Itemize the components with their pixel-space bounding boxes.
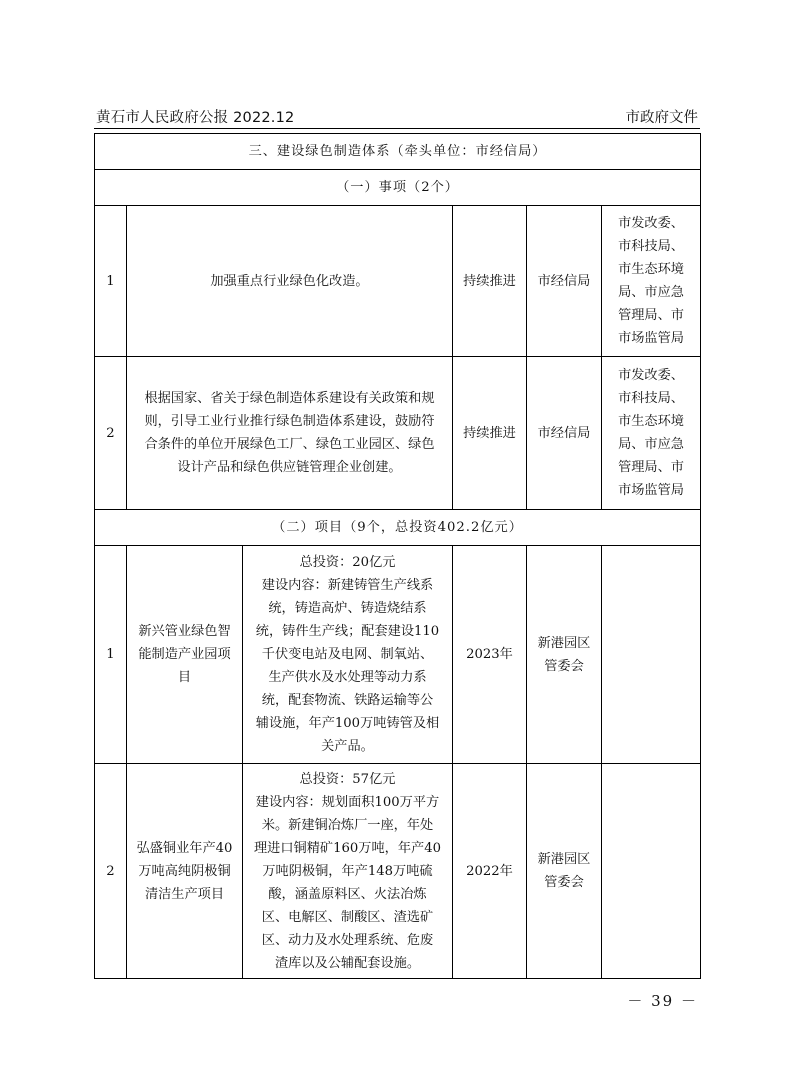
lead-unit: 市经信局 (527, 357, 602, 510)
table-row (95, 764, 701, 979)
desc-line: 米。新建铜冶炼厂一座，年处 (261, 817, 434, 833)
matter-content (127, 206, 453, 357)
partner-line: 管理局、市 (618, 460, 684, 475)
desc-line: 酸，涵盖原料区、火法冶炼 (268, 886, 427, 902)
desc-line: 生产供水及水处理等动力系 (268, 670, 427, 685)
partner-line: 市发改委、 (618, 368, 684, 383)
lead-line: 管委会 (544, 658, 584, 674)
partner-line: 市生态环境 (618, 414, 684, 429)
table-row (95, 357, 701, 510)
desc-line: 辅设施，年产100万吨铸管及相 (255, 716, 440, 731)
row-number: 2 (95, 764, 127, 979)
desc-line: 理进口铜精矿160万吨，年产40 (253, 840, 441, 856)
partner-line: 市场监管局 (618, 331, 684, 346)
partner-units (602, 546, 701, 764)
project-name (127, 546, 243, 764)
desc-line: 渣库以及公辅配套设施。 (274, 955, 421, 971)
section3-title: 三、建设绿色制造体系（牵头单位：市经信局） (95, 134, 701, 170)
timeline: 持续推进 (453, 357, 527, 510)
matter-content (127, 357, 453, 510)
desc-line: 千伏变电站及电网、制氧站、 (261, 647, 434, 662)
name-line: 弘盛铜业年产40 (136, 840, 233, 856)
content-line: 设计产品和绿色供应链管理企业创建。 (177, 460, 402, 475)
name-line: 能制造产业园项 (138, 647, 231, 662)
partner-line: 市科技局、 (618, 391, 684, 406)
document-category: 市政府文件 (625, 110, 698, 126)
partner-units (602, 764, 701, 979)
partner-line: 局、市应急 (618, 437, 684, 452)
partner-line: 市生态环境 (618, 262, 684, 277)
bulletin-title: 黄石市人民政府公报 2022.12 (96, 110, 295, 126)
table-row (95, 206, 701, 357)
matters-subtitle: （一）事项（2个） (95, 170, 701, 206)
desc-line: 统，铸造高炉、铸造烧结系 (268, 601, 427, 616)
table-row (95, 546, 701, 764)
green-manufacturing-table (94, 133, 701, 979)
desc-line: 万吨阴极铜，年产148万吨硫 (262, 863, 433, 879)
desc-line: 建设内容：规划面积100万平方 (255, 794, 440, 810)
lead-line: 新港园区 (537, 635, 591, 651)
desc-line: 统，铸件生产线；配套建设110 (255, 624, 440, 639)
content-line: 则，引导工业行业推行绿色制造体系建设，鼓励符 (144, 414, 435, 429)
row-number: 1 (95, 546, 127, 764)
row-number: 1 (95, 206, 127, 357)
timeline: 持续推进 (453, 206, 527, 357)
partner-units (602, 357, 701, 510)
project-name (127, 764, 243, 979)
lead-line: 管委会 (544, 875, 584, 890)
completion-year: 2023年 (453, 546, 527, 764)
lead-unit (527, 764, 602, 979)
lead-unit (527, 546, 602, 764)
name-line: 万吨高纯阴极铜 (138, 863, 231, 879)
projects-subtitle: （二）项目（9个，总投资402.2亿元） (95, 510, 701, 546)
desc-line: 区、电解区、制酸区、渣选矿 (261, 909, 434, 925)
name-line: 新兴管业绿色智 (138, 624, 231, 639)
partner-line: 市场监管局 (618, 483, 684, 498)
content-line: 根据国家、省关于绿色制造体系建设有关政策和规 (144, 391, 435, 406)
lead-line: 新港园区 (537, 852, 591, 867)
desc-line: 总投资：57亿元 (299, 771, 396, 787)
project-description (243, 764, 453, 979)
desc-line: 总投资：20亿元 (299, 555, 396, 570)
completion-year: 2022年 (453, 764, 527, 979)
content-line: 加强重点行业绿色化改造。 (210, 273, 369, 289)
partner-line: 市发改委、 (618, 216, 684, 231)
partner-line: 局、市应急 (618, 285, 684, 300)
content-line: 合条件的单位开展绿色工厂、绿色工业园区、绿色 (144, 437, 435, 452)
desc-line: 关产品。 (321, 739, 374, 754)
header-rule (94, 128, 700, 129)
project-description (243, 546, 453, 764)
lead-unit: 市经信局 (527, 206, 602, 357)
partner-line: 管理局、市 (618, 308, 684, 323)
page-number: － 39 － (627, 992, 698, 1010)
partner-units (602, 206, 701, 357)
desc-line: 区、动力及水处理系统、危废 (261, 932, 434, 948)
desc-line: 统，配套物流、铁路运输等公 (261, 693, 434, 708)
name-line: 目 (177, 670, 192, 685)
row-number: 2 (95, 357, 127, 510)
partner-line: 市科技局、 (618, 239, 684, 254)
name-line: 清洁生产项目 (144, 886, 225, 902)
desc-line: 建设内容：新建铸管生产线系 (261, 578, 434, 593)
